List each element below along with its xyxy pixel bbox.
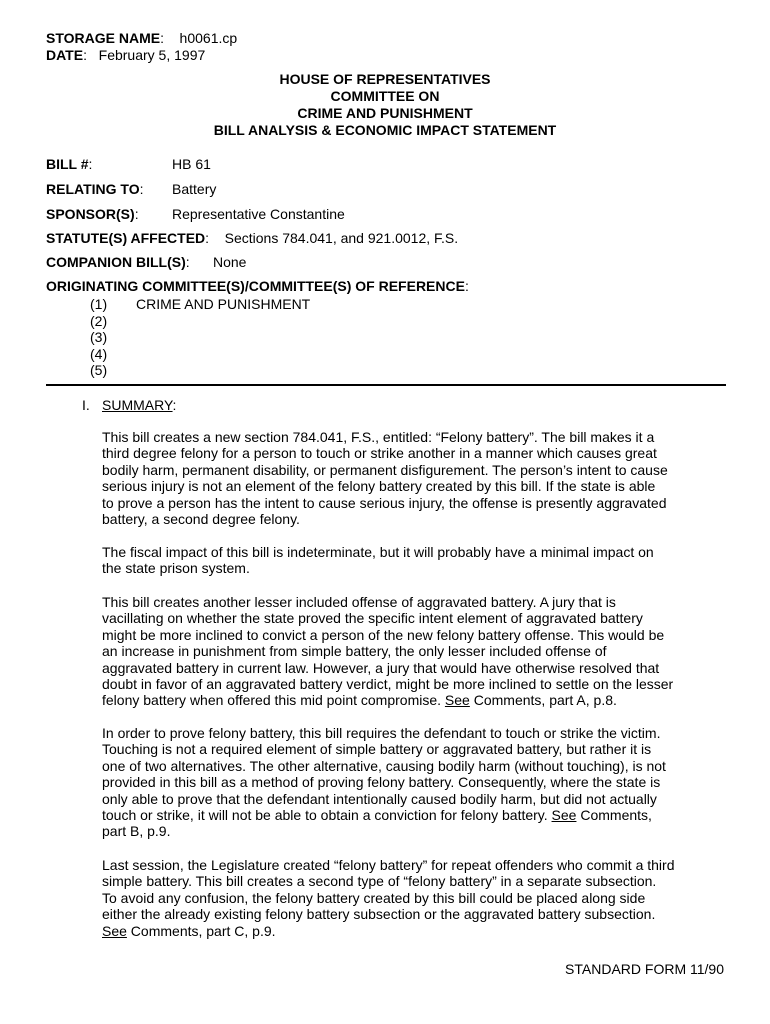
- paragraph-line: [102, 807, 722, 823]
- summary-paragraph-1: [102, 429, 722, 527]
- line-text: Comments, part C, p.9.: [126, 922, 276, 939]
- paragraph-line: the state prison system.: [102, 560, 250, 577]
- committee-name: CRIME AND PUNISHMENT: [136, 296, 311, 312]
- see-reference-link: See: [444, 692, 470, 709]
- statutes-affected-row: STATUTE(S) AFFECTED: Sections 784.041, and 921.0012, F.S.: [46, 230, 459, 246]
- statutes-affected-value: Sections 784.041, and 921.0012, F.S.: [224, 230, 459, 246]
- paragraph-line: The fiscal impact of this bill is indeterminate, but it will probably have a minimal impact on: [102, 544, 654, 560]
- paragraph-line: might be more inclined to convict a person of the new felony battery offense. This would be: [102, 626, 665, 643]
- storage-name-value: h0061.cp: [179, 30, 238, 46]
- summary-heading: SUMMARY: [102, 397, 173, 413]
- line-text: touch or strike, it will not be able to obtain a conviction for felony battery.: [102, 806, 552, 823]
- committee-number: (2): [90, 313, 108, 329]
- sponsor-label: SPONSOR(S): [46, 206, 135, 222]
- paragraph-line: part B, p.9.: [102, 823, 171, 840]
- committee-number: (5): [90, 362, 108, 378]
- title-committee-name: CRIME AND PUNISHMENT: [297, 105, 473, 121]
- see-reference-link: See: [551, 806, 577, 823]
- relating-to-row: RELATING TO:: [46, 181, 144, 197]
- summary-paragraph-2: [102, 544, 722, 577]
- title-committee-on: COMMITTEE ON: [330, 88, 440, 104]
- paragraph-line: serious injury is not an element of the felony battery created by this bill. If the state is able: [102, 478, 656, 495]
- committee-number: (1): [90, 296, 108, 312]
- relating-to-value: Battery: [172, 181, 217, 197]
- date-line: DATE: February 5, 1997: [46, 47, 206, 63]
- committee-number: (3): [90, 329, 108, 345]
- committee-list-item: [90, 296, 107, 312]
- paragraph-line: [102, 692, 722, 708]
- companion-bills-label: COMPANION BILL(S): [46, 254, 186, 270]
- line-text: felony battery when offered this mid point compromise.: [102, 692, 445, 709]
- section-numeral: I.: [82, 397, 90, 413]
- bill-number-row: BILL #:: [46, 156, 93, 172]
- paragraph-line: In order to prove felony battery, this bill requires the defendant to touch or strike the victim.: [102, 725, 661, 741]
- section-heading: SUMMARY:: [102, 397, 177, 413]
- bill-number-label: BILL #: [46, 156, 89, 172]
- companion-bills-row: COMPANION BILL(S): None: [46, 254, 247, 270]
- paragraph-line: aggravated battery in current law. However, a jury that would have otherwise resolved that: [102, 659, 660, 676]
- date-label: DATE: [46, 47, 84, 63]
- committee-number: (4): [90, 346, 108, 362]
- companion-bills-value: None: [212, 254, 247, 270]
- bill-number-value: HB 61: [172, 156, 211, 172]
- line-text: Comments, part A, p.8.: [469, 692, 617, 709]
- see-reference-link: See: [102, 922, 127, 939]
- sponsor-value: Representative Constantine: [172, 206, 345, 222]
- paragraph-line: [102, 923, 722, 939]
- paragraph-line: This bill creates a new section 784.041, F.S., entitled: “Felony battery”. The bill makes it a: [102, 429, 655, 445]
- summary-paragraph-5: [102, 857, 722, 939]
- title-bill-analysis: BILL ANALYSIS & ECONOMIC IMPACT STATEMENT: [213, 122, 557, 138]
- paragraph-line: one of two alternatives. The other alternative, causing bodily harm (without touching), is not: [102, 757, 666, 774]
- relating-to-label: RELATING TO: [46, 181, 140, 197]
- paragraph-line: Last session, the Legislature created “felony battery” for repeat offenders who commit a third: [102, 857, 675, 873]
- paragraph-line: To avoid any confusion, the felony battery created by this bill could be placed along side: [102, 889, 646, 906]
- paragraph-line: an increase in punishment from simple battery, the only lesser included offense of: [102, 643, 607, 660]
- paragraph-line: doubt in favor of an aggravated battery verdict, might be more inclined to settle on the lesser: [102, 675, 674, 692]
- paragraph-line: third degree felony for a person to touch or strike another in a manner which causes great: [102, 445, 657, 462]
- date-value: February 5, 1997: [98, 47, 206, 63]
- standard-form-footer: STANDARD FORM 11/90: [565, 961, 724, 977]
- paragraph-line: simple battery. This bill creates a second type of “felony battery” in a separate subsection.: [102, 873, 657, 890]
- originating-committees-row: ORIGINATING COMMITTEE(S)/COMMITTEE(S) OF REFERENCE:: [46, 278, 469, 294]
- originating-committees-label: ORIGINATING COMMITTEE(S)/COMMITTEE(S) OF REFERENCE: [46, 278, 465, 294]
- statutes-affected-label: STATUTE(S) AFFECTED: [46, 230, 206, 246]
- paragraph-line: vacillating on whether the state proved the specific intent element of aggravated battery: [102, 610, 643, 627]
- paragraph-line: bodily harm, permanent disability, or permanent disfigurement. The person’s intent to cause: [102, 461, 668, 478]
- storage-name-label: STORAGE NAME: [46, 30, 161, 46]
- paragraph-line: either the already existing felony battery subsection or the aggravated battery subsection.: [102, 906, 656, 923]
- paragraph-line: Touching is not a required element of simple battery or aggravated battery, but rather it is: [102, 741, 652, 758]
- paragraph-line: to prove a person has the intent to cause serious injury, the offense is presently aggravated: [102, 494, 667, 511]
- sponsor-row: SPONSOR(S):: [46, 206, 139, 222]
- summary-paragraph-3: [102, 594, 722, 709]
- paragraph-line: battery, a second degree felony.: [102, 510, 300, 527]
- line-text: Comments,: [576, 806, 652, 823]
- storage-name-line: STORAGE NAME: h0061.cp: [46, 30, 238, 46]
- summary-paragraph-4: [102, 725, 722, 840]
- paragraph-line: only able to prove that the defendant intentionally caused bodily harm, but did not actually: [102, 790, 657, 807]
- paragraph-line: This bill creates another lesser included offense of aggravated battery. A jury that is: [102, 594, 616, 610]
- paragraph-line: provided in this bill as a method of proving felony battery. Consequently, where the state is: [102, 774, 661, 791]
- horizontal-rule: [46, 384, 726, 386]
- title-house: HOUSE OF REPRESENTATIVES: [279, 71, 491, 87]
